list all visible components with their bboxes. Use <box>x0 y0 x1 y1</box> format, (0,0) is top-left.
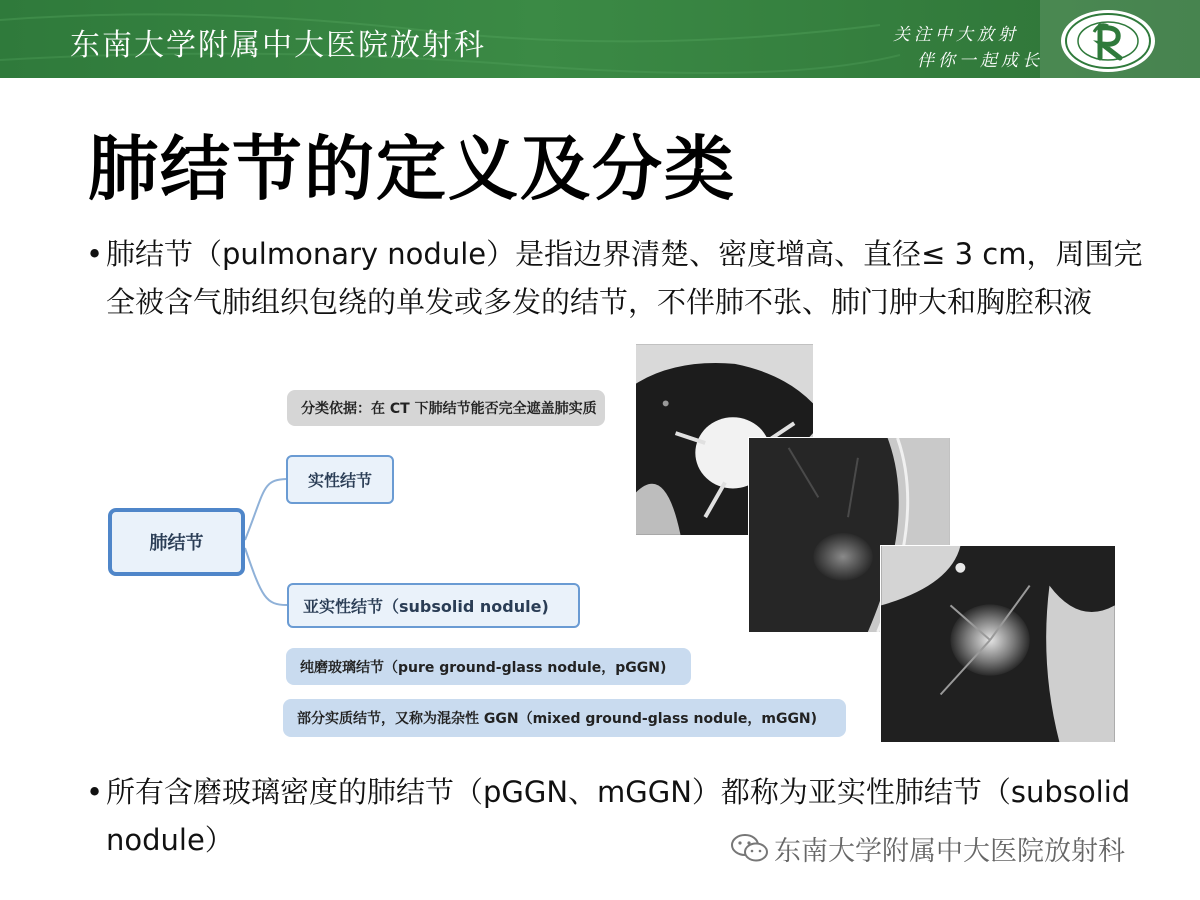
slogan-line-1: 关注中大放射 <box>893 25 1019 45</box>
institution-name: 东南大学附属中大医院放射科 <box>70 28 486 63</box>
page-title: 肺结节的定义及分类 <box>88 128 736 210</box>
classification-basis: 分类依据：在 CT 下肺结节能否完全遮盖肺实质 <box>287 390 605 426</box>
ct-image-mggn <box>880 545 1116 743</box>
bullet-text: 肺结节（pulmonary nodule）是指边界清楚、密度增高、直径≤ 3 cm，周围完全被含气肺组织包绕的单发或多发的结节，不伴肺不张、肺门肿大和胸腔积液 <box>106 237 1143 319</box>
solid-nodule-node: 实性结节 <box>286 455 394 504</box>
subsolid-nodule-node: 亚实性结节（subsolid nodule) <box>287 583 580 628</box>
hospital-logo-icon <box>1058 8 1158 74</box>
mindmap-root-node: 肺结节 <box>108 508 245 576</box>
mggn-label: 部分实质结节，又称为混杂性 GGN（mixed ground-glass nodule，mGGN) <box>283 699 846 737</box>
bullet-definition <box>86 230 1156 326</box>
watermark-text: 东南大学附属中大医院放射科 <box>774 835 1125 867</box>
bullet-text: 所有含磨玻璃密度的肺结节（pGGN、mGGN）都称为亚实性肺结节（subsolid nodule） <box>106 775 1131 857</box>
bullet-symbol: • <box>86 237 104 271</box>
header-banner <box>0 0 1200 78</box>
bullet-symbol: • <box>86 775 104 809</box>
watermark <box>730 830 1125 866</box>
pggn-label: 纯磨玻璃结节（pure ground-glass nodule，pGGN) <box>286 648 691 685</box>
slogan-line-2: 伴你一起成长 <box>917 51 1043 71</box>
wechat-icon <box>730 832 770 864</box>
